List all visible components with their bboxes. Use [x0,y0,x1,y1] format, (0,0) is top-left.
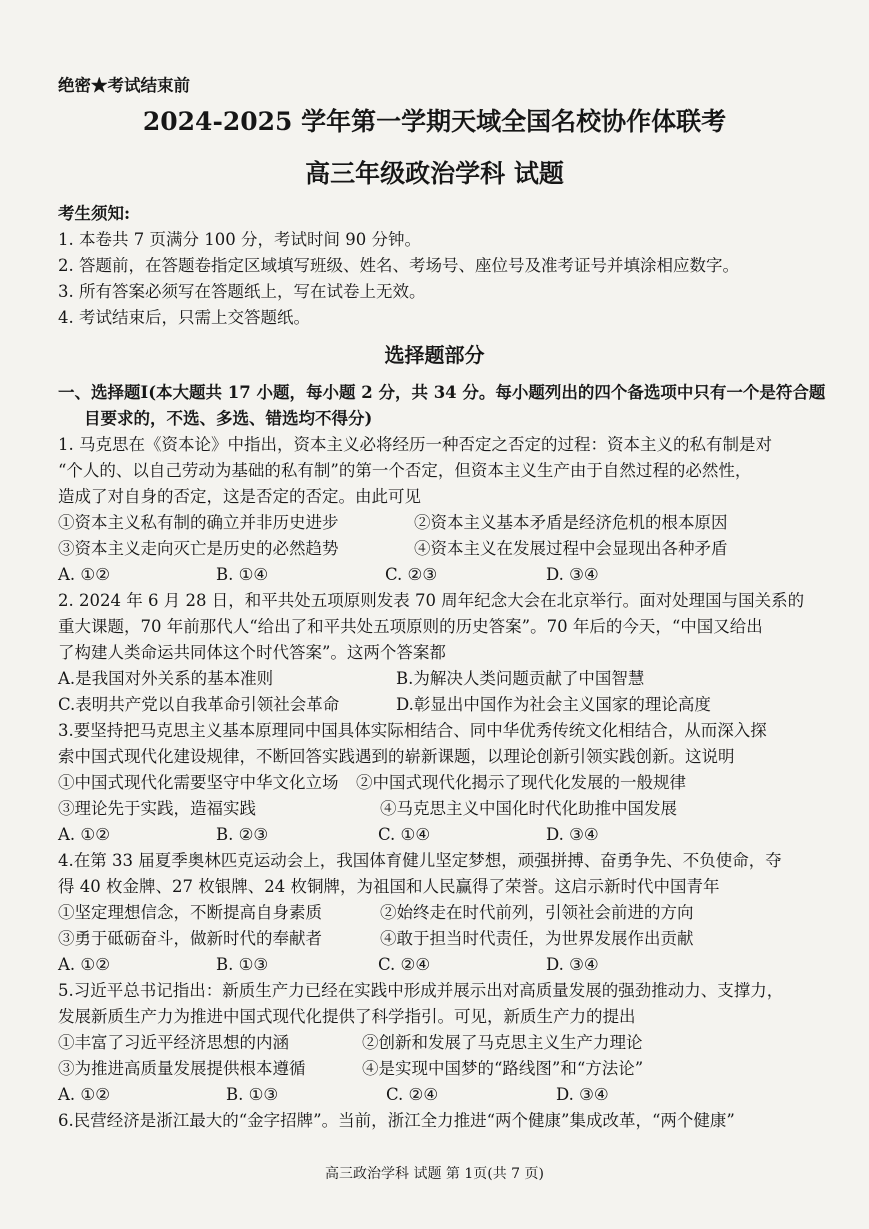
question-5-text: 发展新质生产力为推进中国式现代化提供了科学指引。可见，新质生产力的提出 [58,1007,636,1026]
section-title: 选择题部分 [384,343,485,367]
q3-option-b: B. ②③ [216,825,269,844]
secret-label: 绝密★考试结束前 [58,76,190,95]
q4-option-b: B. ①③ [216,955,269,974]
q5-option-b: B. ①③ [226,1085,279,1104]
q2-option-d: D.彰显出中国作为社会主义国家的理论高度 [396,695,711,714]
q4-option-d: D. ③④ [546,955,599,974]
q4-option-c: C. ②④ [378,955,431,974]
question-1-text: 造成了对自身的否定，这是否定的否定。由此可见 [58,487,421,506]
question-1-text: “个人的、以自己劳动为基础的私有制”的第一个否定，但资本主义生产由于自然过程的必然性， [58,461,752,480]
page-footer: 高三政治学科 试题 第 1页(共 7 页) [325,1166,544,1182]
q4-statement-3: ③勇于砥砺奋斗，做新时代的奉献者 [58,929,322,948]
q1-statement-4: ④资本主义在发展过程中会显现出各种矛盾 [414,539,728,558]
q4-statement-4: ④敢于担当时代责任，为世界发展作出贡献 [380,929,694,948]
question-2-text: 2. 2024 年 6 月 28 日，和平共处五项原则发表 70 周年纪念大会在北京举行。面对处理国与国关系的 [58,591,805,610]
q3-statement-3: ③理论先于实践，造福实践 [58,799,256,818]
q1-statement-1: ①资本主义私有制的确立并非历史进步 [58,513,339,532]
question-6-text: 6.民营经济是浙江最大的“金字招牌”。当前，浙江全力推进“两个健康”集成改革，“两个健康” [58,1111,735,1130]
q1-option-a: A. ①② [58,565,110,584]
q4-statement-1: ①坚定理想信念，不断提高自身素质 [58,903,322,922]
question-4-text: 得 40 枚金牌、27 枚银牌、24 枚铜牌，为祖国和人民赢得了荣誉。这启示新时代中国青年 [58,877,720,896]
q4-option-a: A. ①② [58,955,110,974]
question-2-text: 重大课题，70 年前那代人“给出了和平共处五项原则的历史答案”。70 年后的今天，“中国又给出 [58,617,763,636]
q5-statement-1: ①丰富了习近平经济思想的内涵 [58,1033,289,1052]
q3-option-a: A. ①② [58,825,110,844]
question-3-text: 3.要坚持把马克思主义基本原理同中国具体实际相结合、同中华优秀传统文化相结合，从而深入探 [58,721,767,740]
question-5-text: 5.习近平总书记指出：新质生产力已经在实践中形成并展示出对高质量发展的强劲推动力、支撑力， [58,981,784,1000]
q3-statement-2: ②中国式现代化揭示了现代化发展的一般规律 [356,773,686,792]
exam-title: 2024-2025 学年第一学期天域全国名校协作体联考 [142,107,727,136]
notice-item: 3. 所有答案必须写在答题纸上，写在试卷上无效。 [58,282,426,301]
q1-option-d: D. ③④ [546,565,599,584]
question-2-text: 了构建人类命运共同体这个时代答案”。这两个答案都 [58,643,446,662]
exam-subtitle: 高三年级政治学科 试题 [305,159,564,188]
q5-statement-2: ②创新和发展了马克思主义生产力理论 [362,1033,643,1052]
notice-item: 2. 答题前，在答题卷指定区域填写班级、姓名、考场号、座位号及准考证号并填涂相应数字。 [58,256,739,275]
q4-statement-2: ②始终走在时代前列，引领社会前进的方向 [380,903,694,922]
q5-option-c: C. ②④ [386,1085,439,1104]
notice-item: 4. 考试结束后，只需上交答题纸。 [58,308,310,327]
question-1-text: 1. 马克思在《资本论》中指出，资本主义必将经历一种否定之否定的过程：资本主义的私有制是对 [58,435,772,454]
q1-option-c: C. ②③ [385,565,438,584]
q3-statement-1: ①中国式现代化需要坚守中华文化立场 [58,773,339,792]
q1-statement-2: ②资本主义基本矛盾是经济危机的根本原因 [414,513,728,532]
question-3-text: 索中国式现代化建设规律，不断回答实践遇到的崭新课题，以理论创新引领实践创新。这说明 [58,747,735,766]
q3-option-c: C. ①④ [378,825,431,844]
section-instruction: 目要求的，不选、多选、错选均不得分) [84,409,373,428]
q5-option-a: A. ①② [58,1085,110,1104]
q2-option-c: C.表明共产党以自我革命引领社会革命 [58,695,340,714]
q5-option-d: D. ③④ [556,1085,609,1104]
notice-item: 1. 本卷共 7 页满分 100 分，考试时间 90 分钟。 [58,230,421,249]
q2-option-a: A.是我国对外关系的基本准则 [58,669,274,688]
q1-statement-3: ③资本主义走向灭亡是历史的必然趋势 [58,539,339,558]
q3-statement-4: ④马克思主义中国化时代化助推中国发展 [380,799,677,818]
q5-statement-4: ④是实现中国梦的“路线图”和“方法论” [362,1059,644,1078]
notice-heading: 考生须知: [58,204,131,223]
q3-option-d: D. ③④ [546,825,599,844]
q5-statement-3: ③为推进高质量发展提供根本遵循 [58,1059,306,1078]
question-4-text: 4.在第 33 届夏季奥林匹克运动会上，我国体育健儿坚定梦想，顽强拼搏、奋勇争先、不负使命，夺 [58,851,782,870]
q2-option-b: B.为解决人类问题贡献了中国智慧 [396,669,645,688]
q1-option-b: B. ①④ [216,565,269,584]
section-instruction: 一、选择题Ⅰ(本大题共 17 小题，每小题 2 分，共 34 分。每小题列出的四个备选项中只有一个是符合题 [58,383,826,402]
